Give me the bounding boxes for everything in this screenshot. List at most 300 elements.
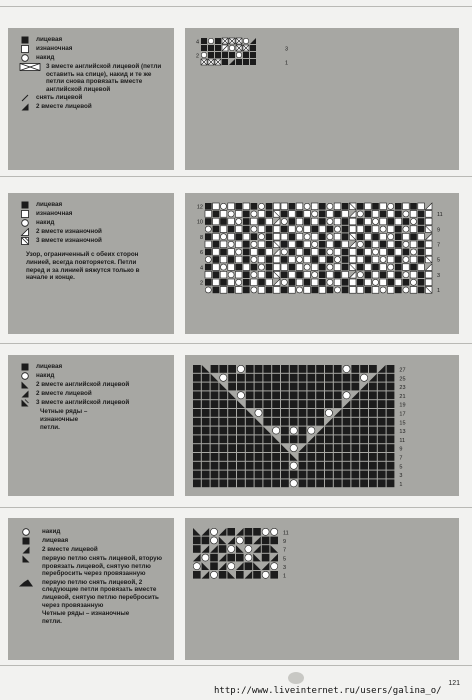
chart-cell-knit [387,391,395,399]
chart-cell-yarn-over [297,287,303,293]
chart-cell-knit [360,479,368,487]
legend-text: накид [36,372,55,379]
chart-cell-yarn-over [262,571,269,578]
chart-cell-knit [202,427,210,435]
chart-cell-knit [228,462,236,470]
chart-cell-knit [296,271,303,278]
chart-cell-knit [266,226,273,233]
chart-cell-knit [319,271,326,278]
chart-cell-yarn-over [236,219,242,225]
chart-cell-ssk [228,391,236,399]
legend-item [18,36,166,44]
chart-cell-knit [289,203,296,210]
chart-cell-yarn-over [211,528,218,535]
chart-cell-purl [387,256,394,263]
chart-cell-ssk [253,562,261,570]
chart-cell-knit [395,264,402,271]
separator-line [0,176,472,177]
chart-cell-knit [325,365,333,373]
chart-cell-knit [237,471,245,479]
chart-cell-knit [378,418,386,426]
chart-cell-yarn-over [205,226,211,232]
chart-cell-purl [220,271,227,278]
chart-cell-purl [425,218,432,225]
chart-cell-yarn-over [229,45,234,50]
chart-cell-ssk [290,453,298,461]
row-number: 5 [437,257,441,264]
chart-cell-k2tog [227,537,235,545]
chart-cell-knit [343,435,351,443]
yarn-over-icon [14,528,38,536]
chart-cell-yarn-over [388,203,394,209]
chart-cell-knit [281,479,289,487]
chart-cell-knit [219,365,227,373]
chart-cell-knit [213,226,220,233]
chart-cell-knit [208,52,214,58]
chart-cell-yarn-over [327,219,333,225]
chart-cell-purl [311,203,318,210]
chart-cell-knit [281,453,289,461]
chart-cell-knit [211,453,219,461]
chart-cell-purl [357,287,364,294]
chart-cell-knit [325,374,333,382]
chart-cell-knit [418,249,425,256]
chart-cell-purl [425,211,432,218]
chart-cell-knit [210,554,218,562]
chart-cell-knit [304,218,311,225]
chart-cell-purl [372,256,379,263]
chart-cell-knit [343,453,351,461]
chart-cell-purl [235,241,242,248]
chart-cell-knit [211,365,219,373]
chart-cell-knit [219,400,227,408]
chart-cell-knit [299,400,307,408]
chart-cell-knit [342,226,349,233]
chart-cell-yarn-over [388,234,394,240]
chart-cell-knit [299,383,307,391]
chart-cell-purl [418,233,425,240]
chart-cell-knit [213,256,220,263]
chart-cell-knit [304,249,311,256]
legend-text: 3 вместе английской лицевой [36,399,130,406]
chart-cell-yarn-over [271,563,278,570]
chart-cell-purl [289,241,296,248]
chart-cell-k2tog [253,537,261,545]
chart-cell-yarn-over [255,409,262,416]
chart-cell-knit [202,374,210,382]
chart-cell-purl [334,233,341,240]
chart-cell-knit [410,203,417,210]
chart-cell-knit [387,444,395,452]
chart-cell-knit [208,45,214,51]
legend-item [18,63,166,93]
yarn-over-icon [18,54,32,62]
chart-cell-knit [403,279,410,286]
chart-cell-yarn-over [380,257,386,263]
chart-cell-knit [325,427,333,435]
chart-panel-1 [185,28,459,170]
chart-cell-knit [193,444,201,452]
legend-panel-3 [8,355,174,496]
chart-cell-yarn-over [228,272,234,278]
chart-cell-knit [334,374,342,382]
chart-cell-purl [327,211,334,218]
chart-cell-knit [365,287,372,294]
chart-cell-purl [281,233,288,240]
chart-cell-knit [387,479,395,487]
chart-cell-knit [299,391,307,399]
chart-cell-yarn-over [411,249,417,255]
chart-cell-knit [325,479,333,487]
chart-cell-knit [243,59,249,65]
chart-cell-purl [289,287,296,294]
chart-cell-knit [281,226,288,233]
chart-cell-yarn-over [251,257,257,263]
chart-cell-knit [258,249,265,256]
chart-cell-purl [228,203,235,210]
chart-cell-knit [228,409,236,417]
double-decrease-icon [14,579,38,587]
chart-cell-knit [316,462,324,470]
chart-cell-yarn-over [388,264,394,270]
chart-cell-knit [351,462,359,470]
chart-cell-purl [387,226,394,233]
chart-cell-purl [220,241,227,248]
chart-cell-purl [213,203,220,210]
chart-cell-knit [266,287,273,294]
chart-cell-knit [351,444,359,452]
legend-item [18,399,166,407]
chart-cell-knit [193,365,201,373]
chart-cell-yarn-over [236,52,241,57]
chart-cell-purl [342,241,349,248]
chart-cell-yarn-over [281,219,287,225]
chart-cell-knit [307,462,315,470]
chart-cell-knit [304,279,311,286]
chart-cell-knit [395,203,402,210]
chart-cell-knit [272,444,280,452]
chart-cell-purl [418,264,425,271]
chart-note: Четные ряды – изнаночные петли. [42,610,130,625]
chart-cell-yarn-over [335,226,341,232]
chart-cell-purl [342,211,349,218]
legend-list [14,528,166,609]
chart-cell-knit [222,52,228,58]
legend-text: 2 вместе лицевой [36,103,92,111]
chart-cell-knit [219,444,227,452]
chart-cell-knit [290,409,298,417]
ssk-icon [18,381,32,389]
chart-cell-purl [311,279,318,286]
chart-cell-knit [202,409,210,417]
chart-cell-knit [369,453,377,461]
row-number: 5 [283,556,287,563]
chart-cell-knit [325,462,333,470]
chart-cell-knit [290,374,298,382]
chart-cell-purl [387,241,394,248]
p3tog-icon [18,237,32,245]
chart-cell-knit [387,374,395,382]
chart-cell-knit [215,52,221,58]
chart-cell-knit [307,453,315,461]
chart-cell-purl [220,226,227,233]
chart-cell-purl [243,203,250,210]
chart-cell-knit [263,479,271,487]
chart-cell-knit [246,427,254,435]
chart-cell-purl [349,226,356,233]
chart-cell-purl [235,211,242,218]
chart-cell-purl [334,203,341,210]
chart-cell-purl [258,211,265,218]
chart-cell-knit [237,383,245,391]
chart-cell-purl [304,287,311,294]
chart-cell-knit [211,427,219,435]
chart-cell-purl [365,218,372,225]
chart-cell-knit [205,279,212,286]
chart-cell-k2tog [369,374,377,382]
chart-cell-purl [380,218,387,225]
chart-cell-knit [193,400,201,408]
chart-cell-knit [325,471,333,479]
chart-cell-knit [193,479,201,487]
chart-cell-knit [213,271,220,278]
chart-cell-knit [251,233,258,240]
chart-cell-knit [378,391,386,399]
chart-cell-knit [378,471,386,479]
chart-cell-purl [403,264,410,271]
chart-cell-knit [299,365,307,373]
chart-cell-knit [360,471,368,479]
chart-cell-knit [289,279,296,286]
chart-cell-yarn-over [308,427,315,434]
chart-cell-knit [211,462,219,470]
chart-cell-knit [316,418,324,426]
chart-cell-knit [219,545,227,553]
chart-cell-knit [351,409,359,417]
chart-cell-purl [243,264,250,271]
chart-cell-ssk [219,383,227,391]
chart-cell-knit [334,479,342,487]
chart-cell-yarn-over [304,203,310,209]
chart-cell-p2tog [425,264,432,271]
chart-cell-knit [372,203,379,210]
chart-cell-knit [378,383,386,391]
chart-cell-purl [410,271,417,278]
chart-cell-purl [365,249,372,256]
chart-cell-knit [237,462,245,470]
chart-cell-yarn-over [327,203,333,209]
chart-cell-knit [246,462,254,470]
chart-cell-purl [425,241,432,248]
chart-cell-knit [290,391,298,399]
chart-cell-k2tog [245,571,253,579]
chart-cell-knit [266,211,273,218]
chart-cell-knit [395,211,402,218]
chart-cell-knit [255,462,263,470]
chart-cell-yarn-over [208,38,213,43]
chart-cell-knit [202,471,210,479]
k2tog-icon [18,103,32,111]
row-number: 15 [399,420,406,427]
chart-cell-knit [378,462,386,470]
chart-cell-purl [410,241,417,248]
chart-cell-k2tog [343,400,351,408]
chart-cell-purl [258,271,265,278]
chart-cell-knit [316,409,324,417]
chart-cell-knit [219,471,227,479]
chart-cell-knit [219,427,227,435]
chart-cell-knit [395,256,402,263]
chart-cell-knit [202,383,210,391]
chart-cell-knit [219,479,227,487]
chart-cell-knit [299,462,307,470]
chart-cell-purl [296,249,303,256]
chart-cell-yarn-over [380,287,386,293]
chart-cell-k2tog [202,528,210,536]
chart-cell-knit [193,427,201,435]
chart-cell-k2tog [219,554,227,562]
chart-cell-knit [246,391,254,399]
chart-cell-knit [334,271,341,278]
chart-cell-knit [255,471,263,479]
chart-cell-yarn-over [312,241,318,247]
chart-cell-purl [296,233,303,240]
chart-cell-knit [395,241,402,248]
chart-cell-knit [342,287,349,294]
chart-cell-knit [237,427,245,435]
chart-cell-k2tog [202,571,210,579]
chart-cell-knit [255,435,263,443]
chart-cell-purl [220,211,227,218]
chart-cell-knit [266,203,273,210]
chart-cell-yarn-over [373,219,379,225]
legend-list [18,363,166,407]
chart-cell-purl [403,203,410,210]
chart-cell-purl [235,256,242,263]
chart-cell-knit [237,374,245,382]
chart-cell-yarn-over [251,287,257,293]
chart-cell-yarn-over [205,287,211,293]
chart-cell-purl [372,226,379,233]
row-number: 2 [199,280,203,287]
chart-cell-knit [272,479,280,487]
chart-cell-yarn-over [290,445,297,452]
chart-cell-knit [255,400,263,408]
chart-cell-knit [387,279,394,286]
chart-cell-yarn-over [403,226,409,232]
chart-cell-yarn-over [245,554,252,561]
chart-cell-knit [343,479,351,487]
chart-cell-purl [349,256,356,263]
chart-cell-knit [243,249,250,256]
chart-cell-knit [299,418,307,426]
chart-cell-knit [263,400,271,408]
chart-cell-purl [410,226,417,233]
chart-cell-k2tog [236,528,244,536]
row-number: 1 [399,481,403,488]
chart-cell-knit [319,203,326,210]
chart-cell-purl [380,233,387,240]
chart-cell-knit [266,256,273,263]
chart-cell-knit [319,218,326,225]
legend-text: изнаночная [36,45,73,52]
chart-cell-yarn-over [403,211,409,217]
chart-cell-yarn-over [262,528,269,535]
row-number: 1 [285,60,289,67]
chart-cell-knit [360,391,368,399]
legend-item [14,579,166,609]
chart-cell-knit [299,374,307,382]
chart-cell-purl [311,218,318,225]
chart-cell-purl [372,271,379,278]
chart-cell-knit [229,52,235,58]
chart-cell-knit [342,264,349,271]
chart-cell-knit [418,226,425,233]
chart-cell-knit [255,479,263,487]
chart-cell-knit [263,374,271,382]
chart-cell-yarn-over [228,546,235,553]
chart-cell-knit [193,418,201,426]
legend-item [18,390,166,398]
chart-cell-knit [228,444,236,452]
chart-cell-knit [296,241,303,248]
legend-item [18,219,166,227]
chart-cell-knit [311,226,318,233]
chart-cell-purl [213,233,220,240]
chart-cell-knit [193,545,201,553]
chart-cell-purl [289,256,296,263]
chart-cell-knit [255,444,263,452]
chart-cell-knit [266,241,273,248]
chart-cell-knit [319,249,326,256]
chart-cell-knit [325,383,333,391]
chart-cell-knit [387,435,395,443]
chart-cell-yarn-over [221,234,227,240]
chart-cell-knit [334,453,342,461]
chart-cell-knit [319,279,326,286]
chart-cell-knit [418,241,425,248]
chart-cell-yarn-over [290,480,297,487]
row-number: 25 [399,376,406,383]
chart-cell-knit [205,264,212,271]
chart-cell-knit [334,383,342,391]
chart-cell-yarn-over [201,52,206,57]
chart-cell-knit [342,203,349,210]
legend-item [18,94,166,102]
chart-cell-knit [243,226,250,233]
chart-cell-knit [307,374,315,382]
chart-cell-knit [307,365,315,373]
chart-cell-purl [349,249,356,256]
chart-cell-knit [237,479,245,487]
chart-cell-knit [270,537,278,545]
chart-cell-knit [351,471,359,479]
chart-cell-yarn-over [221,203,227,209]
chart-cell-purl [327,241,334,248]
chart-cell-knit [343,444,351,452]
chart-cell-yarn-over [312,272,318,278]
chart-cell-knit [325,391,333,399]
chart-cell-purl [251,218,258,225]
chart-cell-knit [270,571,278,579]
chart-cell-knit [219,418,227,426]
chart-cell-knit [357,279,364,286]
chart-cell-knit [290,400,298,408]
chart-cell-knit [219,435,227,443]
chart-cell-k2tog [334,409,342,417]
chart-cell-knit [351,383,359,391]
chart-cell-knit [395,287,402,294]
